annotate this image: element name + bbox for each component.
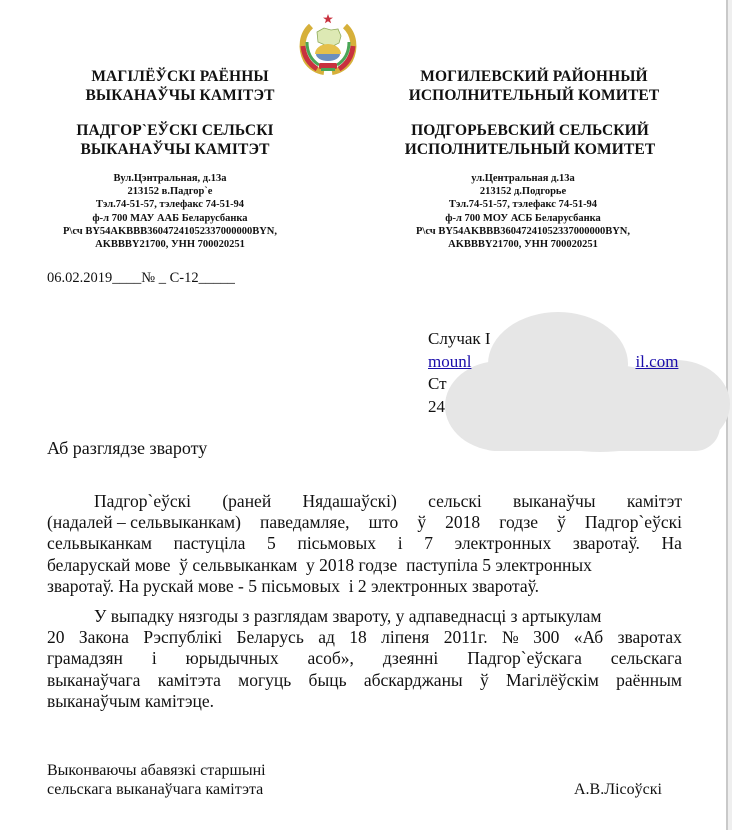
- word: зваротах: [617, 627, 682, 648]
- star-icon: [323, 14, 333, 23]
- word: 18: [349, 627, 367, 648]
- word: што: [368, 512, 399, 533]
- word: годзе: [499, 512, 539, 533]
- coat-of-arms-emblem: [297, 12, 359, 76]
- address-line: Р\сч BY54AKBBB36047241052337000000BYN,: [416, 225, 630, 237]
- line-text: беларускай мове ў сельвыканкам у 2018 годзе паступіла 5 электронных: [47, 554, 592, 575]
- word: Беларусь: [236, 627, 304, 648]
- body-paragraph-1: [47, 491, 682, 597]
- word: Падгор`еўскага: [467, 648, 582, 669]
- header-right-council: [398, 121, 662, 159]
- address-line: ф-л 700 МАУ ААБ Беларусбанка: [92, 212, 248, 224]
- paragraph-line: [47, 555, 682, 576]
- address-block-right: [405, 172, 641, 251]
- word: ў: [479, 669, 489, 690]
- paragraph-line: [47, 691, 682, 712]
- recipient-name-line: [428, 328, 678, 351]
- recipient-address-line: Ст: [428, 374, 447, 393]
- line-text: У выпадку нязгоды з разглядам звароту, у адпаведнасці з артыкулам: [94, 606, 602, 626]
- recipient-email-start[interactable]: mounl: [428, 351, 472, 371]
- word: 7: [424, 533, 433, 554]
- word: і: [151, 648, 157, 669]
- word: 300: [533, 627, 560, 648]
- word: «Аб: [573, 627, 604, 648]
- recipient-email-link[interactable]: [428, 351, 678, 374]
- map-silhouette: [317, 28, 341, 46]
- word: Падгор`еўскі: [94, 491, 192, 511]
- paragraph-line: [47, 491, 682, 512]
- word: ў: [557, 512, 566, 533]
- header-left-district-line: МАГІЛЁЎСКІ РАЁННЫ: [91, 68, 269, 85]
- address-line: 213152 д.Подгорье: [479, 186, 567, 198]
- address-line: Тэл.74-51-57, тэлефакс 74-51-94: [448, 199, 598, 211]
- word: сельскі: [428, 491, 482, 511]
- word: дзеянні: [382, 648, 439, 669]
- header-left-council: [55, 121, 295, 159]
- recipient-postcode-line: 24: [428, 396, 445, 416]
- word: 5: [267, 533, 276, 554]
- word: На: [661, 533, 682, 554]
- word: зваротаў.: [572, 533, 640, 554]
- signatory-position-line: сельскага выканаўчага камітэта: [47, 780, 264, 798]
- globe: [316, 54, 340, 61]
- word: Рэспублікі: [143, 627, 223, 648]
- paragraph-line: [47, 627, 682, 648]
- paragraph-line: [47, 648, 682, 669]
- word: (надалей – сельвыканкам): [47, 512, 241, 533]
- header-right-district-line: ИСПОЛНИТЕЛЬНЫЙ КОМИТЕТ: [408, 87, 660, 104]
- word: Закона: [78, 627, 129, 648]
- word: сельвыканкам: [47, 533, 152, 554]
- word: Падгор`еўскі: [584, 512, 682, 533]
- word: 2018: [445, 512, 481, 533]
- line-text: зваротаў. На рускай мове - 5 пісьмовых і 2 электронных зваротаў.: [47, 575, 539, 596]
- paragraph-line: [47, 533, 682, 554]
- header-left-district: [60, 67, 300, 105]
- paragraph-line: [47, 576, 682, 597]
- word: сельскага: [610, 648, 682, 669]
- word: Нядашаўскі): [302, 491, 397, 511]
- word: ад: [318, 627, 335, 648]
- word: 20: [47, 627, 65, 648]
- line-text: выканаўчым камітэце.: [47, 690, 214, 711]
- recipient-name: Случак І: [428, 329, 491, 348]
- paragraph-line: [47, 606, 682, 627]
- header-right-district-line: МОГИЛЕВСКИЙ РАЙОННЫЙ: [420, 68, 648, 85]
- signatory-position: [47, 762, 266, 799]
- word: электронных: [454, 533, 552, 554]
- word: асоб»,: [307, 648, 354, 669]
- address-line: ф-л 700 МОУ АСБ Беларусбанка: [445, 212, 601, 224]
- word: пастуціла: [173, 533, 246, 554]
- header-right-council-line: ИСПОЛНИТЕЛЬНЫЙ КОМИТЕТ: [404, 141, 656, 158]
- letter-subject: Аб разглядзе звароту: [47, 438, 208, 458]
- address-line: Тэл.74-51-57, тэлефакс 74-51-94: [95, 199, 245, 211]
- body-paragraph-2: [47, 606, 682, 712]
- recipient-block: [428, 328, 678, 418]
- word: могуць: [238, 669, 292, 690]
- word: ліпеня: [381, 627, 430, 648]
- word: быць: [308, 669, 347, 690]
- address-line: Р\сч BY54AKBBB36047241052337000000BYN,: [63, 225, 277, 237]
- word: раённым: [616, 669, 682, 690]
- address-line: 213152 в.Падгор`е: [127, 186, 213, 198]
- word: выканаўчы: [513, 491, 596, 511]
- word: Магілёўскім: [506, 669, 599, 690]
- address-line: AKBBBY21700, УНН 700020251: [448, 239, 598, 251]
- word: камітэт: [626, 491, 682, 511]
- word: і: [397, 533, 403, 554]
- signatory-name: А.В.Лісоўскі: [574, 781, 662, 798]
- ribbon-center-green: [321, 68, 335, 71]
- header-right-council-line: ПОДГОРЬЕВСКИЙ СЕЛЬСКИЙ: [411, 122, 649, 139]
- address-line: ул.Центральная д.13а: [471, 173, 575, 184]
- signatory-position-line: Выконваючы абавязкі старшыні: [47, 762, 266, 779]
- header-left-council-line: ПАДГОР`ЕЎСКІ СЕЛЬСКІ: [76, 122, 274, 139]
- word: юрыдычных: [185, 648, 279, 669]
- word: паведамляе,: [260, 512, 350, 533]
- header-left-council-line: ВЫКАНАЎЧЫ КАМІТЭТ: [80, 141, 270, 158]
- address-line: AKBBBY21700, УНН 700020251: [95, 239, 245, 251]
- word: ў: [417, 512, 427, 533]
- paragraph-line: [47, 512, 682, 533]
- paragraph-line: [47, 670, 682, 691]
- registration-line: 06.02.2019____№ _ С-12_____: [47, 270, 235, 286]
- header-right-district: [398, 67, 670, 105]
- word: 2011г.: [443, 627, 488, 648]
- recipient-email-end[interactable]: il.com: [635, 351, 679, 371]
- sun-rays: [315, 44, 341, 54]
- word: (раней: [222, 491, 272, 511]
- word: абскарджаны: [363, 669, 463, 690]
- word: пісьмовых: [297, 533, 377, 554]
- word: камітэта: [157, 669, 221, 690]
- word: №: [502, 627, 519, 648]
- word: грамадзян: [47, 648, 123, 669]
- address-block-left: [40, 172, 300, 251]
- address-line: Вул.Цэнтральная, д.13а: [113, 173, 227, 184]
- word: выканаўчага: [47, 669, 141, 690]
- header-left-district-line: ВЫКАНАЎЧЫ КАМІТЭТ: [85, 87, 275, 104]
